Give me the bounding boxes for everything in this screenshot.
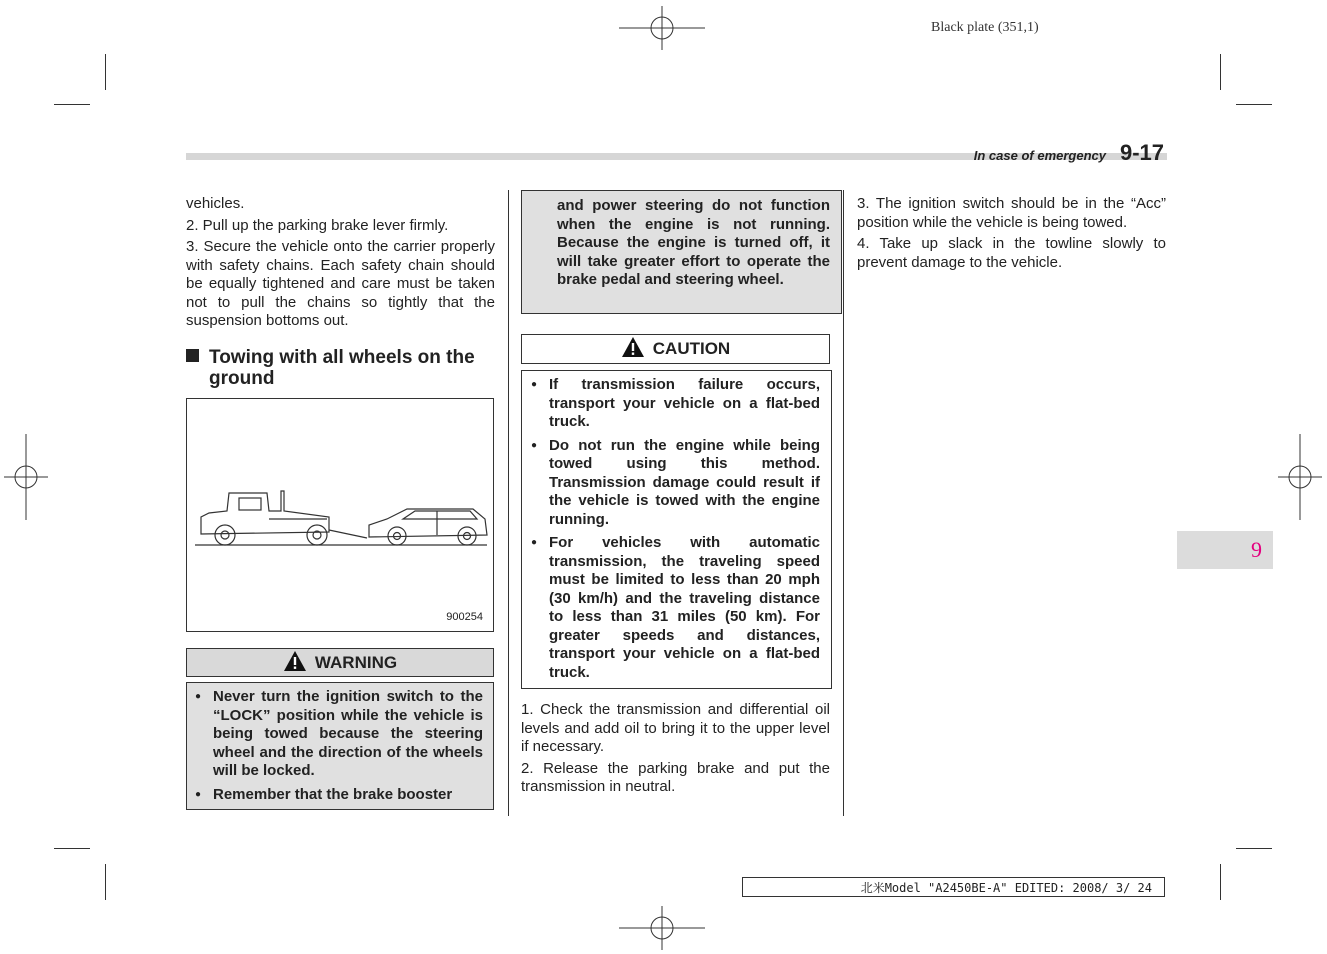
warning-item: ● Never turn the ignition switch to the “LOCK” position while the vehicle is being towed because the steering wheel and the direction of the wheels will be locked. [190, 688, 483, 781]
section-title: In case of emergency [973, 148, 1106, 163]
registration-mark-top [619, 6, 705, 50]
warning-triangle-icon [283, 650, 307, 680]
middle-column-text [521, 701, 830, 800]
registration-mark-right [1278, 434, 1322, 520]
warning-item: ● Remember that the brake booster [190, 786, 483, 805]
caution-label-box [521, 334, 830, 364]
crop-mark [1220, 54, 1221, 90]
left-column [186, 195, 495, 334]
crop-mark [105, 864, 106, 900]
paragraph: 4. Take up slack in the towline slowly to prevent damage to the vehicle. [857, 235, 1166, 271]
caution-triangle-icon [621, 336, 645, 367]
registration-mark-bottom [619, 906, 705, 950]
right-column [857, 195, 1166, 275]
crop-mark [54, 104, 90, 105]
caution-item: ● Do not run the engine while being towed using this method. Transmission damage could result if the vehicle is towed with the engine running. [526, 437, 820, 530]
chapter-tab [1177, 531, 1273, 569]
chapter-number: 9 [1251, 537, 1262, 562]
registration-mark-left [4, 434, 48, 520]
caution-item: ● For vehicles with automatic transmission, the traveling speed must be limited to less than 20 mph (30 km/h) and the traveling distance to less than 31 miles (50 km). For greater speeds and distances, transport your vehicle on a flat-bed truck. [526, 534, 820, 682]
warning-box [186, 682, 494, 810]
warning-label: WARNING [314, 653, 398, 672]
page-number: 9-17 [1120, 140, 1165, 165]
paragraph: 2. Release the parking brake and put the transmission in neutral. [521, 759, 830, 795]
crop-mark [105, 54, 106, 90]
section-heading [186, 347, 496, 389]
warning-label-box [186, 648, 494, 677]
caution-item: ● If transmission failure occurs, transport your vehicle on a flat-bed truck. [526, 376, 820, 432]
crop-mark [1236, 104, 1272, 105]
figure-code: 900254 [446, 611, 483, 623]
caution-box [521, 370, 832, 689]
crop-mark [54, 848, 90, 849]
tow-truck-illustration [187, 399, 493, 631]
paragraph: 3. The ignition switch should be in the “Acc” position while the vehicle is being towed. [857, 195, 1166, 231]
heading-text: Towing with all wheels on the ground [209, 347, 475, 389]
square-bullet-icon [186, 349, 199, 362]
column-divider [843, 190, 844, 816]
paragraph: 3. Secure the vehicle onto the carrier properly with safety chains. Each safety chain should be equally tightened and care must be taken not to pull the chains so tightly that the suspension bottoms out. [186, 238, 495, 329]
crop-mark [1236, 848, 1272, 849]
caution-label: CAUTION [652, 339, 731, 358]
warning-continued-text: and power steering do not function when the engine is not running. Because the engine is turned off, it will take greater effort to operate the brake pedal and steering wheel. [557, 197, 830, 288]
footer-edit-info: 北米Model "A2450BE-A" EDITED: 2008/ 3/ 24 [742, 877, 1165, 897]
plate-label: Black plate (351,1) [931, 20, 1039, 35]
warning-box-continued [521, 190, 842, 314]
column-divider [508, 190, 509, 816]
paragraph: 1. Check the transmission and differential oil levels and add oil to bring it to the upper level if necessary. [521, 701, 830, 755]
paragraph: vehicles. [186, 195, 245, 212]
crop-mark [1220, 864, 1221, 900]
paragraph: 2. Pull up the parking brake lever firmly. [186, 216, 449, 234]
tow-truck-figure [186, 398, 494, 632]
